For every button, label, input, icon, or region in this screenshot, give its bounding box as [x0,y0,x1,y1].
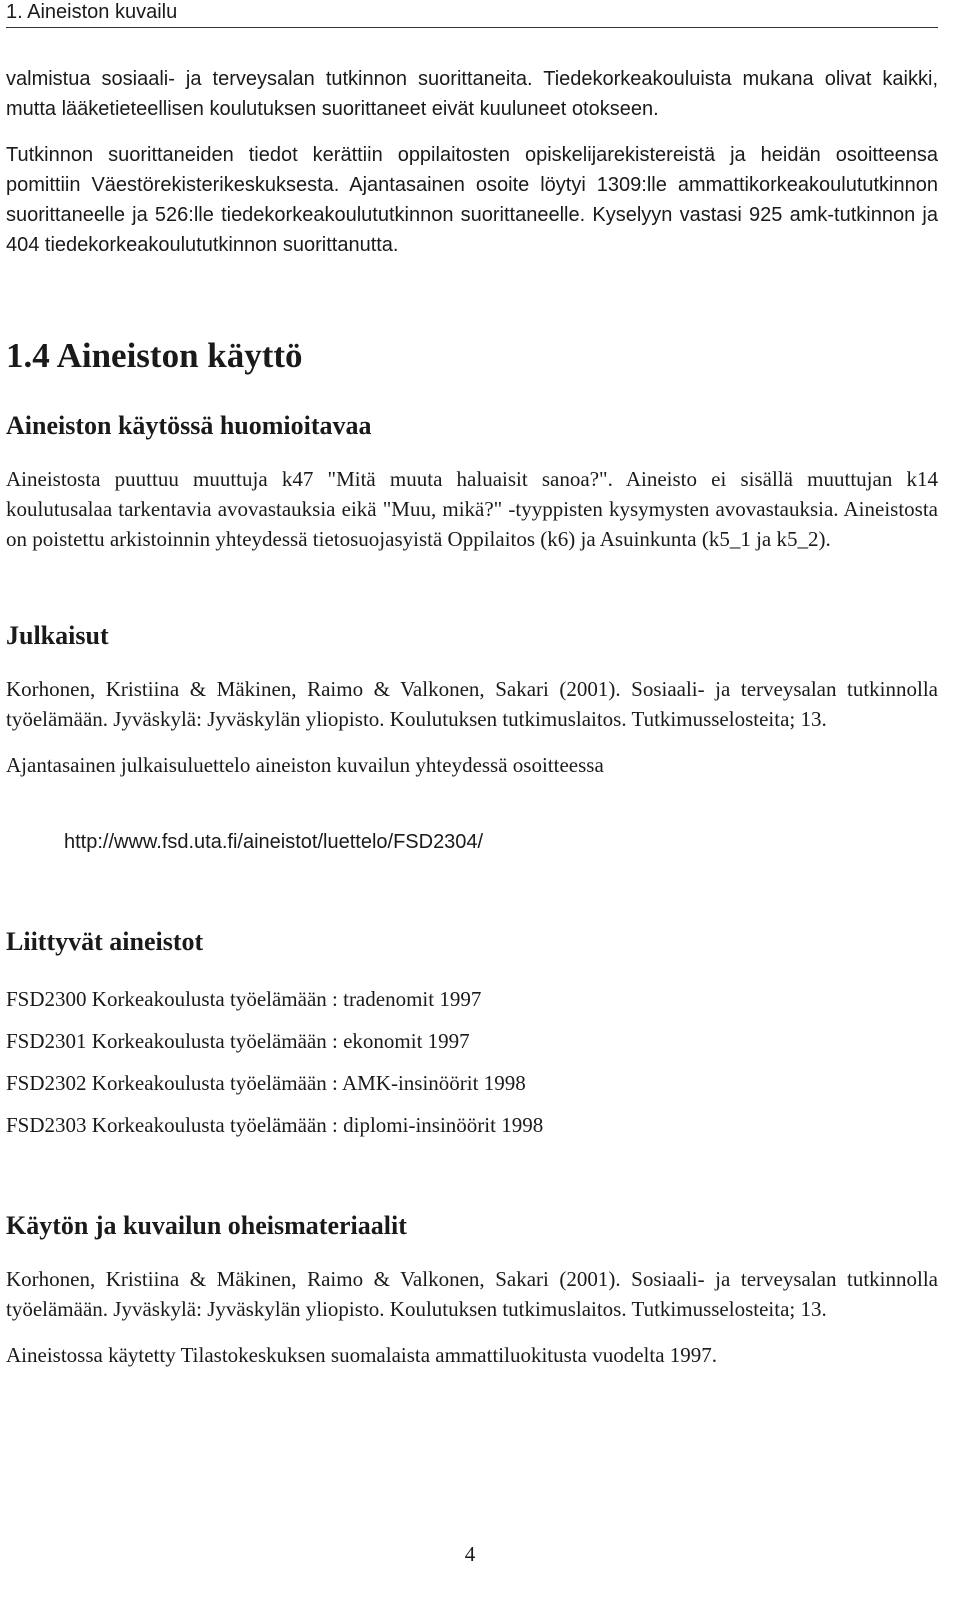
materials-note: Aineistossa käytetty Tilastokeskuksen suomalaista ammattiluokitusta vuodelta 1997. [6,1343,718,1367]
running-header: 1. Aineiston kuvailu [6,0,938,28]
intro-paragraph-1: valmistua sosiaali- ja terveysalan tutkinnon suorittaneita. Tiedekorkeakouluista mukana olivat kaikki, mutta lääketieteellisen koulutuksen suorittaneet eivät kuuluneet otokseen. [6,68,938,120]
related-item: FSD2303 Korkeakoulusta työelämään : diplomi-insinöörit 1998 [6,1113,544,1137]
usage-heading: Aineiston käytössä huomioitavaa [6,411,372,440]
publication-list-url[interactable]: http://www.fsd.uta.fi/aineistot/luettelo/FSD2304/ [64,831,484,853]
intro-paragraph-2: Tutkinnon suorittaneiden tiedot kerättiin oppilaitosten opiskelijarekistereistä ja heidän osoitteensa pomittiin Väestörekisterikeskuksesta. Ajantasainen osoite löytyi 1309:lle ammattikorkeakoulututkinnon suorittaneelle ja 526:lle tiedekorkeakoulututkinnon suorittaneelle. Kyselyyn vastasi 925 amk-tutkinnon ja 404 tiedekorkeakoulututkinnon suorittanutta. [6,144,938,256]
related-heading: Liittyvät aineistot [6,927,204,956]
related-item: FSD2302 Korkeakoulusta työelämään : AMK-insinöörit 1998 [6,1071,526,1095]
publications-heading: Julkaisut [6,621,109,650]
related-item: FSD2300 Korkeakoulusta työelämään : tradenomit 1997 [6,987,482,1011]
related-item: FSD2301 Korkeakoulusta työelämään : ekonomit 1997 [6,1029,470,1053]
materials-reference: Korhonen, Kristiina & Mäkinen, Raimo & Valkonen, Sakari (2001). Sosiaali- ja terveysalan tutkinnolla työelämään. Jyväskylä: Jyväskylän yliopisto. Koulutuksen tutkimuslaitos. Tutkimusselosteita; 13. [6,1267,938,1321]
publication-reference: Korhonen, Kristiina & Mäkinen, Raimo & Valkonen, Sakari (2001). Sosiaali- ja terveysalan tutkinnolla työelämään. Jyväskylä: Jyväskylän yliopisto. Koulutuksen tutkimuslaitos. Tutkimusselosteita; 13. [6,677,938,731]
section-title: 1.4 Aineiston käyttö [6,336,303,375]
document-page [6,0,938,1370]
materials-heading: Käytön ja kuvailun oheismateriaalit [6,1211,407,1240]
page-number: 4 [464,1542,476,1566]
usage-text: Aineistosta puuttuu muuttuja k47 "Mitä muuta haluaisit sanoa?". Aineisto ei sisällä muuttujan k14 koulutusalaa tarkentavia avovastauksia eikä "Muu, mikä?" -tyyppisten kysymysten avovastauksia. Aineistosta on poistettu arkistoinnin yhteydessä tietosuojasyistä Oppilaitos (k6) ja Asuinkunta (k5_1 ja k5_2). [6,467,938,551]
publication-list-text: Ajantasainen julkaisuluettelo aineiston kuvailun yhteydessä osoitteessa [6,753,604,777]
